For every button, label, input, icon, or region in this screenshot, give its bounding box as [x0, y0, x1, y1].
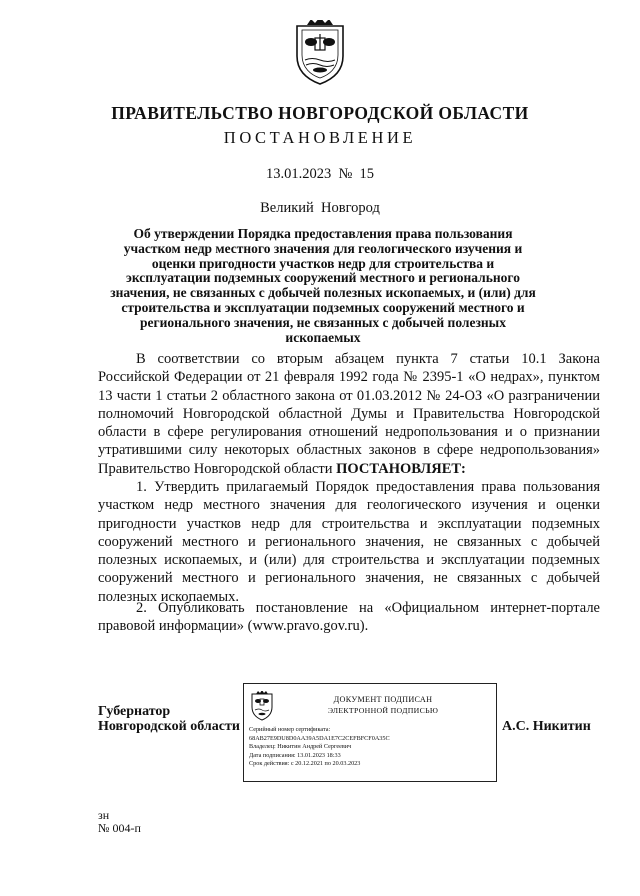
signer-name: А.С. Никитин [502, 719, 591, 734]
stamp-heading [274, 695, 492, 716]
stamp-details [249, 726, 492, 769]
document-date-number: 13.01.2023 № 15 [265, 166, 375, 182]
signer-title [98, 705, 240, 734]
government-title: ПРАВИТЕЛЬСТВО НОВГОРОДСКОЙ ОБЛАСТИ [111, 103, 529, 123]
stamp-heading-line-1: ДОКУМЕНТ ПОДПИСАН [333, 695, 433, 704]
stamp-serial-label: Серийный номер сертификата: [249, 726, 331, 733]
document-city: Великий Новгород [260, 200, 380, 216]
stamp-heading-line-2: ЭЛЕКТРОННОЙ ПОДПИСЬЮ [327, 705, 439, 715]
footer-document-code [98, 809, 141, 834]
stamp-coat-of-arms-icon [250, 691, 274, 721]
stamp-validity: Срок действия: с 20.12.2021 по 20.03.2023 [249, 760, 361, 768]
preamble-text: В соответствии со вторым абзацем пункта 7 статьи 10.1 Закона Российской Федерации от 21 февраля 1992 года № 2395-1 «О недрах», пунктом 13 части 1 статьи 2 областного закона от 01.03.2012 № 24-ОЗ «О разграничении полномочий Новгородской областной Думы и Правительства Новгородской области в сфере регулирования отношений недропользования и о признании утратившими силу некоторых областных законов в сфере недропользования» Правительство Новгородской области [98, 351, 600, 477]
body-paragraph-item-1: 1. Утвердить прилагаемый Порядок предоставления права пользования участком недр местного значения для геологического изучения и оценки пригодности участков недр для строительства и эксплуатации подземных сооружений местного и регионального значения, не связанных с добычей полезных ископаемых, и (или) для строительства и эксплуатации подземных сооружений местного и регионального значения, не связанных с добычей полезных ископаемых. [98, 479, 600, 605]
stamp-serial-value: 68AB27E9DU8D0AA39A5DA1E7C2CEFBFCF0A35C [249, 734, 390, 742]
stamp-owner: Владелец: Никитин Андрей Сергеевич [249, 743, 352, 751]
decree-word: ПОСТАНОВЛЯЕТ: [336, 460, 466, 477]
signer-title-line-1: Губернатор [98, 704, 171, 719]
stamp-signed-date: Дата подписания: 13.01.2023 18:33 [249, 751, 341, 759]
document-subject: Об утверждении Порядка предоставления права пользования участком недр местного значения для геологического изучения и оценки пригодности участков недр для строительства и эксплуатации подземных сооружений местного и регионального значения, не связанных с добычей полезных ископаемых, и (или) для строительства и эксплуатации подземных сооружений местного и регионального значения, не связанных с добычей полезных ископаемых [110, 226, 536, 345]
electronic-signature-stamp [243, 683, 497, 782]
novgorod-coat-of-arms-icon [293, 20, 347, 86]
document-type: ПОСТАНОВЛЕНИЕ [223, 128, 417, 147]
signer-title-line-2: Новгородской области [98, 718, 240, 734]
footer-code-number: № 004-п [98, 820, 141, 835]
body-paragraph-preamble [98, 350, 600, 478]
footer-initials: зн [98, 808, 110, 822]
body-paragraph-item-2: 2. Опубликовать постановление на «Официальном интернет-портале правовой информации» (www.pravo.gov.ru). [98, 600, 600, 635]
